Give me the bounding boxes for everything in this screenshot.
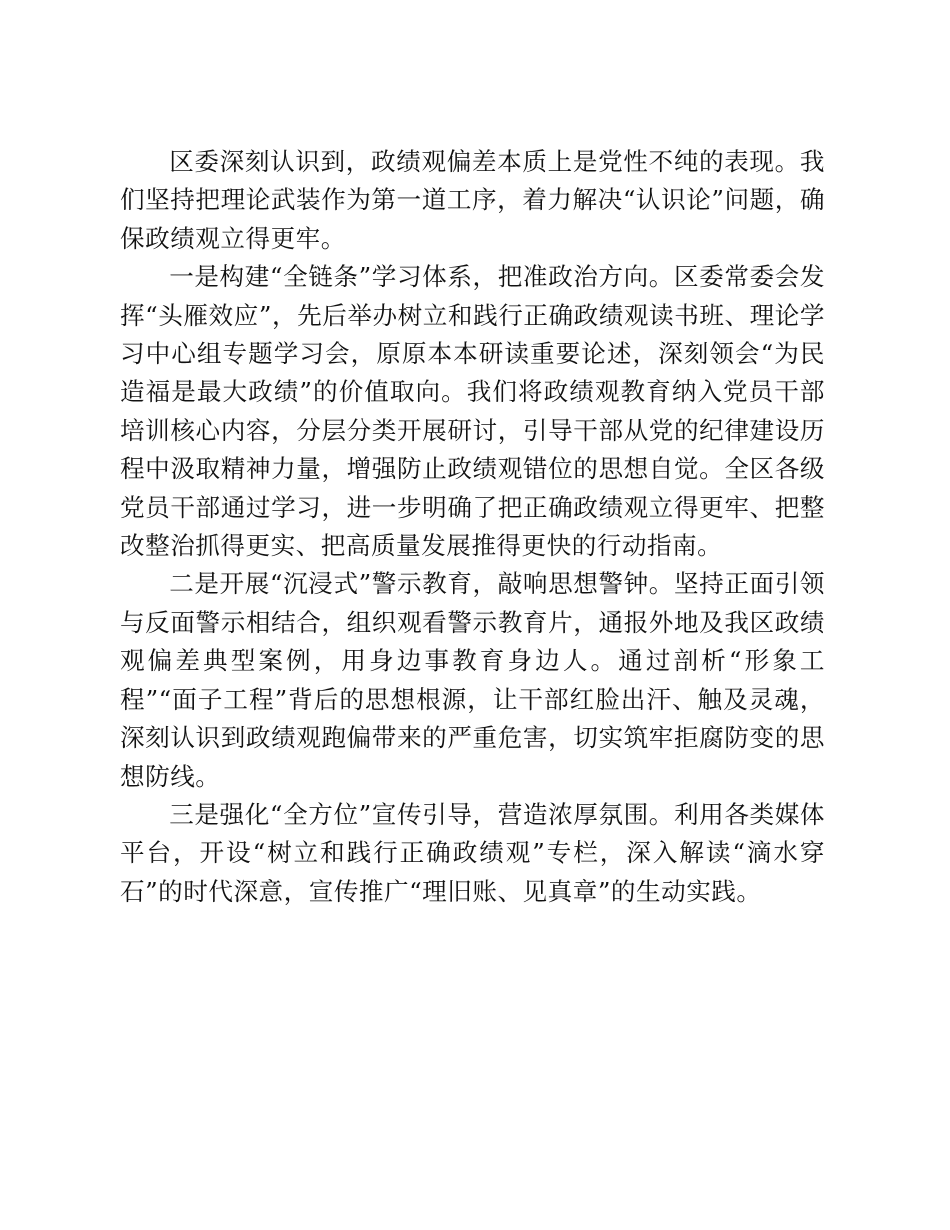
paragraph-intro: 区委深刻认识到，政绩观偏差本质上是党性不纯的表现。我们坚持把理论武装作为第一道工序，着力解决“认识论”问题，确保政绩观立得更牢。 [120, 147, 825, 253]
document-body [120, 143, 825, 911]
paragraph-point-one: 一是构建“全链条”学习体系，把准政治方向。区委常委会发挥“头雁效应”，先后举办树立和践行正确政绩观读书班、理论学习中心组专题学习会，原原本本研读重要论述，深刻领会“为民造福是最大政绩”的价值取向。我们将政绩观教育纳入党员干部培训核心内容，分层分类开展研讨，引导干部从党的纪律建设历程中汲取精神力量，增强防止政绩观错位的思想自觉。全区各级党员干部通过学习，进一步明确了把正确政绩观立得更牢、把整改整治抓得更实、把高质量发展推得更快的行动指南。 [120, 262, 825, 561]
paragraph-point-two: 二是开展“沉浸式”警示教育，敲响思想警钟。坚持正面引领与反面警示相结合，组织观看警示教育片，通报外地及我区政绩观偏差典型案例，用身边事教育身边人。通过剖析“形象工程”“面子工程”背后的思想根源，让干部红脸出汗、触及灵魂，深刻认识到政绩观跑偏带来的严重危害，切实筑牢拒腐防变的思想防线。 [120, 569, 825, 791]
paragraph-point-three: 三是强化“全方位”宣传引导，营造浓厚氛围。利用各类媒体平台，开设“树立和践行正确政绩观”专栏，深入解读“滴水穿石”的时代深意，宣传推广“理旧账、见真章”的生动实践。 [120, 799, 825, 906]
